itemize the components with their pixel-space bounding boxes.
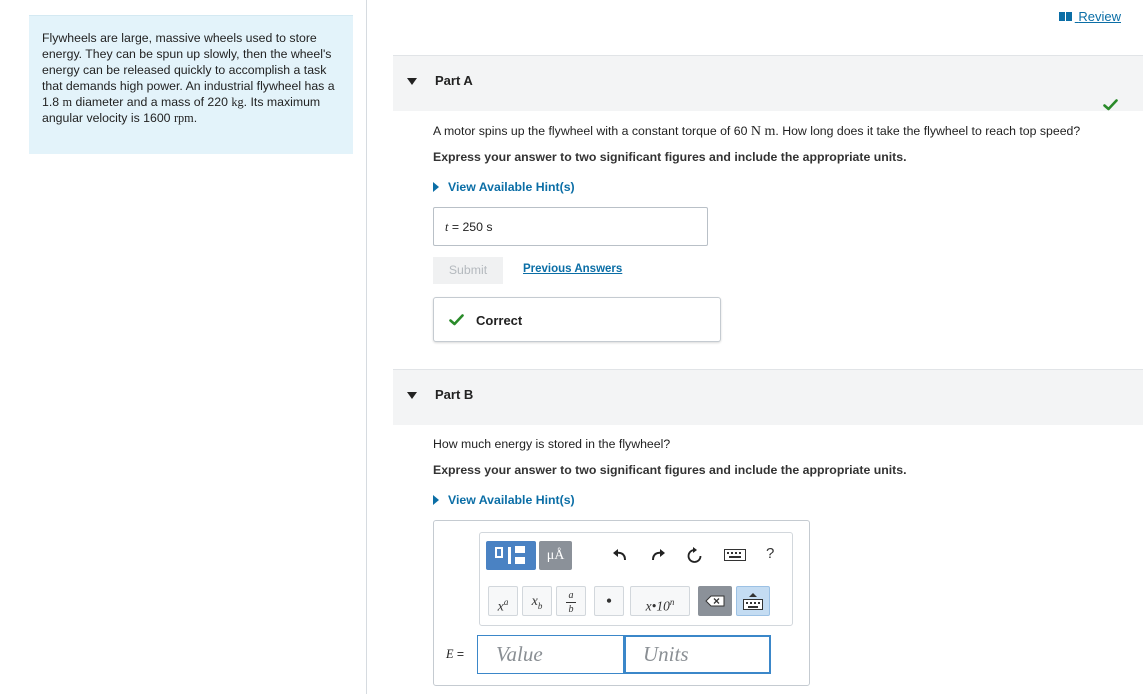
review-link[interactable]	[1059, 9, 1121, 24]
multiply-dot-key[interactable]: •	[594, 586, 624, 616]
units-button[interactable]: μÅ	[539, 541, 572, 570]
help-icon[interactable]: ?	[766, 545, 775, 562]
correct-feedback	[433, 297, 721, 342]
keyboard-icon	[743, 592, 763, 610]
keyboard-icon[interactable]	[724, 549, 746, 561]
hint-label: View Available Hint(s)	[448, 180, 575, 194]
part-a-answer-display	[433, 207, 708, 246]
fraction-key[interactable]	[556, 586, 586, 616]
backspace-icon	[705, 595, 725, 607]
intro-text: . Its maximum angular velocity is 1600	[42, 95, 321, 125]
answer-variable: t	[445, 220, 449, 234]
superscript-key[interactable]: $x^a$	[488, 586, 518, 616]
answer-label	[446, 647, 464, 662]
answer-equals: =	[448, 220, 463, 234]
answer-value: 250	[462, 220, 483, 234]
feedback-label: Correct	[476, 313, 523, 328]
hint-label: View Available Hint(s)	[448, 493, 575, 507]
problem-intro	[29, 15, 353, 154]
unit-meter: m	[62, 95, 73, 109]
reset-icon[interactable]	[686, 547, 703, 564]
unit-rpm: rpm	[173, 111, 194, 125]
part-b-header[interactable]	[393, 369, 1143, 425]
question-text: . How long does it take the flywheel to reach top speed?	[775, 124, 1081, 138]
hint-triangle-icon	[433, 182, 439, 192]
intro-text: Flywheels are large, massive wheels used to store energy. They can be spun up slowly, then the wheel's energy can be released quickly to accomplish a task that demands high power. An industrial flywheel has a 1.8	[42, 31, 335, 109]
undo-icon[interactable]	[612, 547, 628, 563]
answer-variable: E	[446, 647, 454, 661]
answer-equals: =	[453, 647, 465, 661]
part-b-instruction: Express your answer to two significant figures and include the appropriate units.	[433, 463, 907, 477]
submit-button[interactable]: Submit	[433, 257, 503, 284]
redo-icon[interactable]	[650, 547, 666, 563]
check-icon	[1103, 99, 1118, 111]
problem-intro-column	[0, 0, 367, 694]
book-icon	[1059, 12, 1072, 21]
answer-unit: s	[486, 220, 493, 234]
part-b-hint-toggle[interactable]	[433, 493, 575, 507]
part-b-question: How much energy is stored in the flywheel?	[433, 437, 671, 451]
value-input[interactable]: Value	[477, 635, 624, 674]
answer-editor	[433, 520, 810, 686]
units-input[interactable]: Units	[624, 635, 771, 674]
part-a-title: Part A	[435, 73, 473, 88]
part-a-header[interactable]	[393, 55, 1143, 111]
unit-kilogram: kg	[231, 95, 244, 109]
part-b-title: Part B	[435, 387, 474, 402]
subscript-key[interactable]: $x_b$	[522, 586, 552, 616]
part-a-instruction: Express your answer to two significant figures and include the appropriate units.	[433, 150, 907, 164]
fraction-numerator: a	[568, 590, 574, 601]
fraction-denominator: b	[568, 604, 574, 615]
review-label: Review	[1078, 9, 1121, 24]
caret-down-icon	[407, 392, 417, 399]
intro-text: diameter and a mass of 220	[72, 95, 232, 109]
part-a-question	[433, 124, 1080, 140]
scientific-notation-key[interactable]: x•10$^n$	[630, 586, 690, 616]
part-a-hint-toggle[interactable]	[433, 180, 575, 194]
check-icon	[449, 314, 464, 326]
unit-newton-meter: N m	[750, 124, 776, 139]
hint-triangle-icon	[433, 495, 439, 505]
template-button[interactable]	[486, 541, 536, 570]
intro-text: .	[193, 111, 198, 125]
caret-down-icon	[407, 78, 417, 85]
previous-answers-link[interactable]: Previous Answers	[523, 263, 623, 275]
math-toolbar	[479, 532, 793, 626]
backspace-key[interactable]	[698, 586, 732, 616]
keyboard-toggle-key[interactable]	[736, 586, 770, 616]
question-text: A motor spins up the flywheel with a constant torque of 60	[433, 124, 751, 138]
